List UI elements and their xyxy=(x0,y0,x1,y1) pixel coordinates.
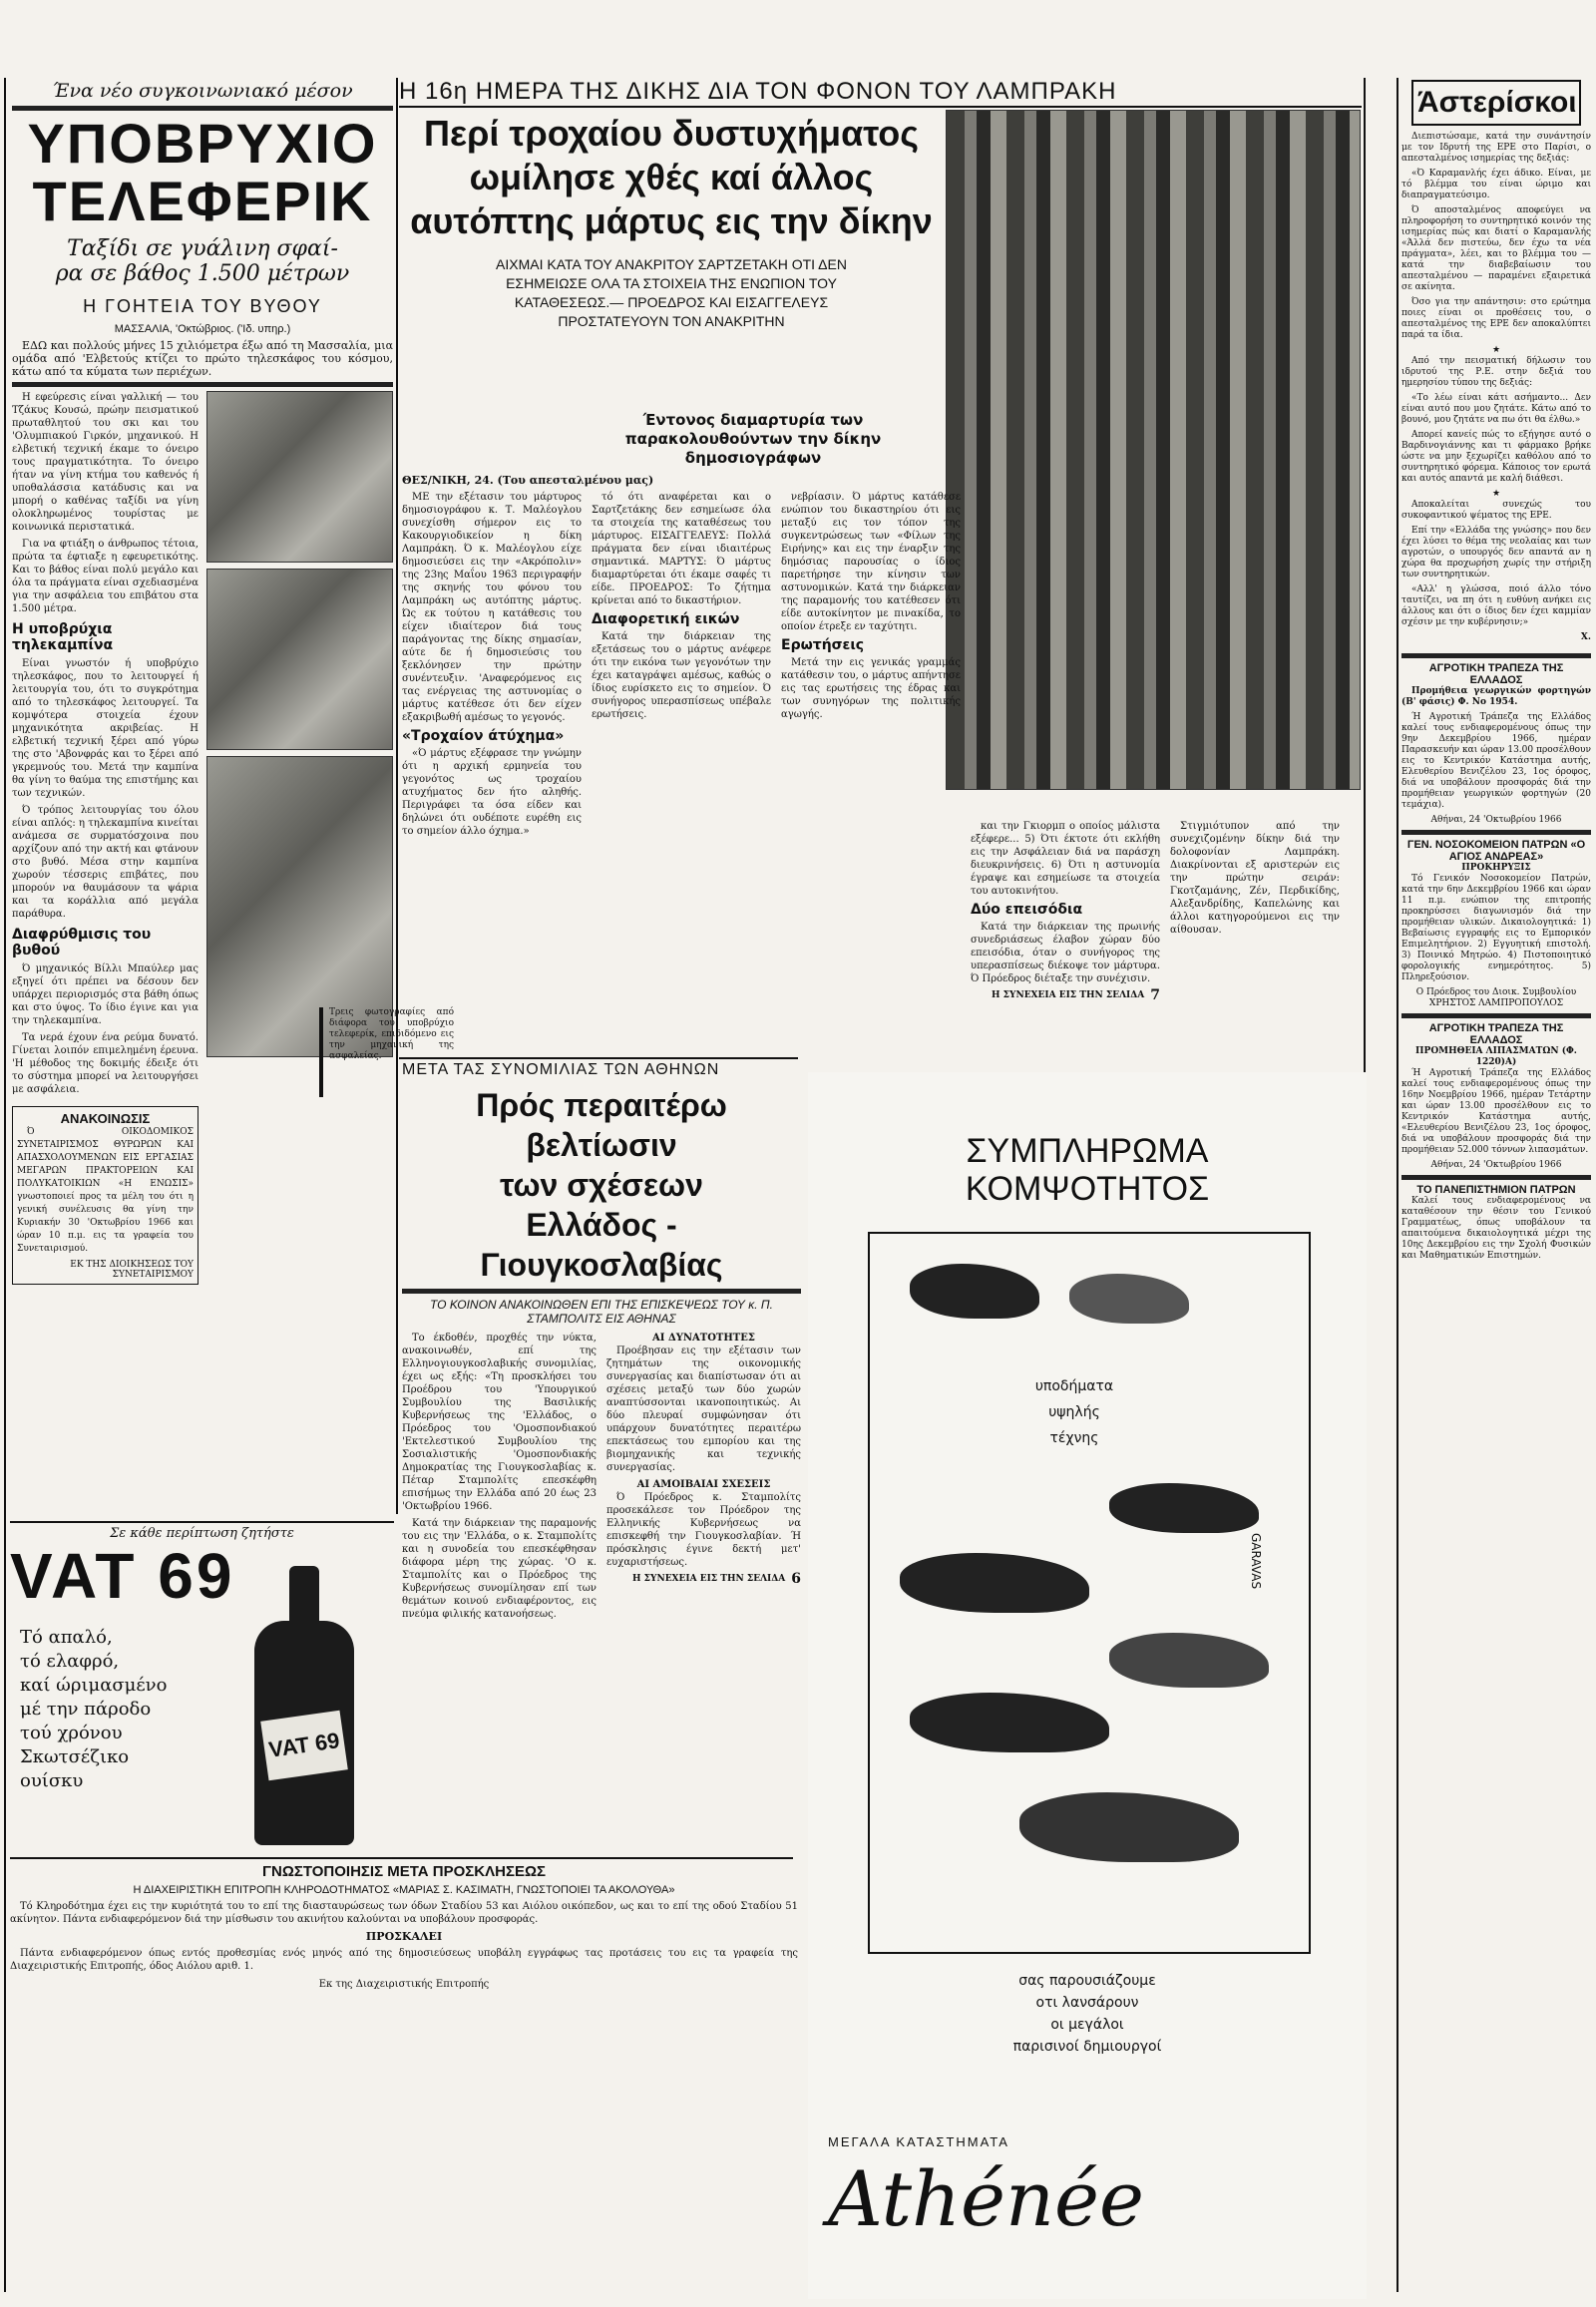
body-paragraph: Για να φτιάξη ο άνθρωπος τέτοια, πρώτα τα έφτιαξε η εφευρετικότης. Και το βάθος είναι πολύ μεγάλο και όλα τα πράγματα είναι σχεδιασμένα για την ασφάλεια του επιβάτου στα 1.500 μέτρα. xyxy=(12,539,199,614)
hospital-notice: ΠΡΟΚΗΡΥΞΙΣ Τό Γενικόν Νοσοκομείον Πατρών, κατά την 6ην Δεκεμβρίου 1966 και ώραν 11 π.μ. ενώπιον της επιτροπής προκηρύσσει διαγωνισμόν διά την προμήθειαν υλικών. Δικαιολογητικά: 1) Βεβαίωσις εγγραφής εις το Εμπορικόν Επιμελητήριον. 2) Εγγυητική επιστολή. 3) Ποινικό Μητρώο. 4) Πιστοποιητικό φορολογικής ενημερότητος. 5) Πληρεξούσιον. Ο Πρόεδρος του Διοικ. Συμβουλίου ΧΡΗΣΤΟΣ ΛΑΜΠΡΟΠΟΥΛΟΣ xyxy=(1401,863,1591,1008)
separator xyxy=(402,1289,801,1294)
subheading-accident: «Τροχαίον άτύχημα» xyxy=(402,728,565,744)
protest-heading: Έντονος διαμαρτυρία των παρακολουθούντων την δίκην δημοσιογράφων xyxy=(624,411,882,467)
separator xyxy=(1401,653,1591,658)
whisky-bottle xyxy=(249,1566,359,1845)
main-deck: ΑΙΧΜΑΙ ΚΑΤΑ ΤΟΥ ΑΝΑΚΡΙΤΟΥ ΣΑΡΤΖΕΤΑΚΗ ΟΤΙ ΔΕΝ ΕΣΗΜΕΙΩΣΕ ΟΛΑ ΤΑ ΣΤΟΙΧΕΙΑ ΤΗΣ ΕΝΩΠΙΟΝ ΤΟΥ ΚΑΤΑΘΕΣΕΩΣ.— ΠΡΟΕΔΡΟΣ ΚΑΙ ΕΙΣΑΓΓΕΛΕΥΣ ΠΡΟΣΤΑΤΕΥΟΥΝ ΤΟΝ ΑΝΑΚΡΙΤΗΝ xyxy=(496,256,847,329)
yugo-col-2: ΑΙ ΔΥΝΑΤΟΤΗΤΕΣ Προέβησαν εις την εξέτασιν των ζητημάτων της οικονομικής συνεργασίας και διαπίστωσαν ότι αι σχέσεις μεταξύ των δύο χωρών αναπτύσσονται ικανοποιητικώς. Αι δύο πλευραί συμφώνησαν ότι υπάρχουν δυνατότητες περαιτέρω επεκτάσεως του εμπορίου και της βιομηχανικής και τεχνικής συνεργασίας. ΑΙ ΑΜΟΙΒΑΙΑΙ ΣΧΕΣΕΙΣ Ό Πρόεδρος κ. Σταμπολίτς προσεκάλεσε τον Πρόεδρον της Ελληνικής Κυβερνήσεως να επισκεφθή την Γιουγκοσλαβίαν. Ή πρόσκλησις έγινε δεκτή μετ' ευχαριστήσεως. Η ΣΥΝΕΧΕΙΑ ΕΙΣ ΤΗΝ ΣΕΛΙΔΑ 6 xyxy=(606,1333,801,1587)
separator xyxy=(12,106,393,111)
shoe-illustration xyxy=(1109,1483,1259,1533)
telecabin-photo xyxy=(206,569,393,750)
submarine-cable-article xyxy=(12,80,393,1516)
body-paragraph: Κατά την διάρκειαν της πρωινής συνεδριάσεως έλαβον χώραν δύο επεισόδια, όταν ο συνήγορος της υπερασπίσεως διέκοψε τον μάρτυρα. Ό Πρόεδρος διέταξε την συνέχισιν. xyxy=(971,922,1160,984)
body-paragraph: ΜΕ την εξέτασιν του μάρτυρος δημοσιογράφου κ. Τ. Μαλέογλου συνεχίσθη σήμερον εις το Κακουργιοδικείον η δίκη Λαμπράκη. Ό κ. Μαλέογλου είχε δημοσιεύσει εις την «Ακρόπολιν» της 23ης Μαΐου 1963 περιγραφήν της σκηνής του φόνου του Λαμπράκη ως αυτόπτης μάρτυς. Ώς εκ τούτου η κατάθεσις του είχεν ιδιαίτερον διά τους παράγοντας της δίκης σημασίαν, αύτε δε ή δημοσιεύσις του ξεκλόνησεν την πρώτην συνέντευξιν. 'Αναφερόμενος εις τας ενέργειας της αστυνομίας ο μάρτυς κατέθεσε ότι δεν είχεν εξακριβωθή αμέσως το γεγονός. xyxy=(402,492,582,723)
body-paragraph: Μετά την εις γενικάς γραμμάς κατάθεσιν του, ο μάρτυς απήντησε εις τας ερωτήσεις της έδρας και των συνηγόρων της πολιτικής αγωγής. xyxy=(781,657,961,720)
section-rule xyxy=(10,1857,793,1859)
headline-line-1: ΥΠΟΒΡΥΧΙΟ xyxy=(27,112,378,175)
yugo-col-1: Το έκδοθέν, προχθές την νύκτα, ανακοινωθέν, επί της Ελληνογιουγκοσλαβικής συνομιλίας, έχει ως εξής: «Τη προσκλήσει του Προέδρου του 'Υπουργικού Συμβουλίου της Βασιλικής Κυβερνήσεως της 'Ελλάδος, ο Πρόεδρος του 'Ομοσπονδιακού 'Εκτελεστικού Συμβουλίου της Σοσιαλιστικής 'Ομοσπονδιακής Δημοκρατίας της Γιουγκοσλαβίας κ. Πέταρ Σταμπολίτς επεσκέφθη επισήμως την Ελλάδα από 20 έως 23 'Οκτωβρίου 1966. Κατά την διάρκειαν της παραμονής του εις την 'Ελλάδα, ο κ. Σταμπολίτς και η συνοδεία του επεσκέφθησαν διάφορα μέρη της χώρας. 'Ο κ. Σταμπολίτς και ο Πρόεδρος της Κυβερνήσεως συνομίλησαν επί των θεμάτων κοινού ενδιαφέροντος, εις πνεύμα φιλικής κατανοήσεως. xyxy=(402,1333,597,1620)
university-notice-title: ΤΟ ΠΑΝΕΠΙΣΤΗΜΙΟΝ ΠΑΤΡΩΝ xyxy=(1416,1184,1576,1196)
body-paragraph: και την Γκιορμπ ο οποίος μάλιστα εξέφερε... 5) Ότι έκτοτε ότι εκλήθη εις την Ασφάλειαν διά να παράσχη διευκρινήσεις. 6) Ότι η αστυνομία έγραψε και εσημείωσε τα στοιχεία του αυτοκινήτου. xyxy=(971,821,1160,897)
yugo-kicker: ΜΕΤΑ ΤΑΣ ΣΥΝΟΜΙΛΙΑΣ ΤΩΝ ΑΘΗΝΩΝ xyxy=(402,1061,720,1078)
continued-note: Η ΣΥΝΕΧΕΙΑ ΕΙΣ ΤΗΝ ΣΕΛΙΔΑ 7 xyxy=(992,987,1160,1003)
hospital-notice-title: ΓΕΝ. ΝΟΣΟΚΟΜΕΙΟΝ ΠΑΤΡΩΝ «Ο ΑΓΙΟΣ ΑΝΔΡΕΑΣ» xyxy=(1406,839,1586,863)
subheading-possibilities: ΑΙ ΔΥΝΑΤΟΤΗΤΕΣ xyxy=(652,1333,755,1344)
hearing-masthead: Η 16η ΗΜΕΡΑ ΤΗΣ ΔΙΚΗΣ ΔΙΑ ΤΟΝ ΦΟΝΟΝ ΤΟΥ ΛΑΜΠΡΑΚΗ xyxy=(399,78,1117,105)
shoe-illustration xyxy=(1019,1792,1239,1862)
continued-note: Η ΣΥΝΕΧΕΙΑ ΕΙΣ ΤΗΝ ΣΕΛΙΔΑ 6 xyxy=(632,1571,801,1587)
agrotiki-notice: Προμήθεια γεωργικών φορτηγών (Β' φάσις) Φ. No 1954. Ή Αγροτική Τράπεζα της Ελλάδος καλεί τους ενδιαφερομένους όπως την 9ην Δεκεμβρίου 1966, ημέραν Παρασκευήν και ώραν 13.00 προσέλθουν εις το Κεντρικόν Κατάστημα αυτής, Ελευθερίου Βενιζέλου 23, 1ος όροφος, διά να υποβάλουν προσφοράς διά την προμήθειαν γεωργικών φορτηγών (20 τεμάχια). Αθήναι, 24 'Οκτωβρίου 1966 xyxy=(1401,686,1591,825)
dateline: ΜΑΣΣΑΛΙΑ, 'Οκτώβριος. ('Ιδ. υπηρ.) xyxy=(114,323,291,335)
main-headline-1: Περί τροχαίου δυστυχήματος xyxy=(424,113,919,154)
notice-subtitle: Η ΔΙΑΧΕΙΡΙΣΤΙΚΗ ΕΠΙΤΡΟΠΗ ΚΛΗΡΟΔΟΤΗΜΑΤΟΣ «ΜΑΡΙΑΣ Σ. ΚΑΣΙΜΑΤΗ, ΓΝΩΣΤΟΠΟΙΕΙ ΤΑ ΑΚΟΛΟΥΘΑ» xyxy=(133,1884,675,1896)
agrotiki-notice-title: ΑΓΡΟΤΙΚΗ ΤΡΑΠΕΖΑ ΤΗΣ ΕΛΛΑΔΟΣ xyxy=(1428,662,1564,686)
notice-text: Πάντα ενδιαφερόμενον όπως εντός προθεσμίας ενός μηνός από της δημοσιεύσεως υποβάλη εγγράφως τας προτάσεις του εις τα γραφεία της Διαχειριστικής Επιτροπής, όδος Αιόλου αριθ. 1. xyxy=(10,1948,798,1972)
photo-caption-left: Τρεις φωτογραφίες από διάφορα του υποβρύχιο τελεφερίκ, επιδιδόμενο εις την μηχανική της ασφαλείας. xyxy=(319,1007,454,1097)
yugo-deck: ΤΟ ΚΟΙΝΟΝ ΑΝΑΚΟΙΝΩΘΕΝ ΕΠΙ ΤΗΣ ΕΠΙΣΚΕΨΕΩΣ ΤΟΥ κ. Π. ΣΤΑΜΠΟΛΙΤΣ ΕΙΣ ΑΘΗΝΑΣ xyxy=(430,1298,773,1326)
shoe-illustration xyxy=(910,1264,1039,1319)
shoe-illustration xyxy=(1109,1633,1269,1688)
main-headline-3: αυτόπτης μάρτυς εις την δίκην xyxy=(410,200,933,241)
separator xyxy=(1401,1013,1591,1018)
asterisks-text: Διεπιστώσαμε, κατά την συνάντησίν με τον Ιδρυτή της ΕΡΕ στο Παρίσι, ο απεσταλμένος ισημερίας της δεξιάς: «Ό Καραμανλής έχει άδικο. Είναι, με τό βλέμμα του είναι ώριμο και διαπραγματεύσιμο. Ό αποσταλμένος αποφεύγει να πληροφορήση το συντηρητικό κοινόν της ισημερίας πώς και διατί ο Καραμανλής «Άλλά δεν πιστεύω, δεν έχω τα νέα πράγματα», λέει, και το βλέμμα του — κατά την διαβεβαίωσιν του απεσταλμένου — παραμένει εξαιρετικά σε ακίνητα. Όσο για την απάντησιν: στο ερώτημα ποιες είναι οι προθέσεις του, ο απεσταλμένος της ΕΡΕ δεν αποκαλύπτει παρά τα ίδια. ★ Από την πεισματική δήλωσιν του ιδρυτού της Ρ.Ε. στην δεξιά του ημερησίου τύπου της δεξιάς: «Το λέω είναι κάτι ασήμαντο... Δεν είναι αυτό που μου ζητάτε. Κάτω από το βουνό, μου ζητάτε να πω ότι θα έλθω.» Απορεί κανείς πώς το εξήγησε αυτό ο Βαρδινογιάννης και τι φάρμακο βρήκε ώστε να μην ξεχωρίζει καθόλου από το συντηρητικό φόρεμα. Κάποιος τον ερωτά και αυτός απαντά με καλή διάθεσι. ★ Αποκαλείται συνεχώς του συκοφαντικού ψέματος της ΕΡΕ. Επί την «Ελλάδα της γνώσης» που δεν έχει λύσει το θέμα της νεολαίας και των αγροτών, ο υπουργός δεν απαντά αν η χώρα θα προχωρήση χωρίς την στήριξη των συντηρητικών. «Αλλ' η γλώσσα, ποιό άλλο τόνο ταυτίζει, να πη ότι η ευθύνη ανήκει εις άλλους και ότι ο ίδιος δεν έχει καμμίαν σχέσιν με την κυβέρνησιν;» X. xyxy=(1401,132,1591,642)
body-paragraph: νεβρίασιν. Ό μάρτυς κατάθεσε ενώπιον του δικαστηρίου ότι εις μεταξύ εις τον τόπον της συγκεντρώσεως των «Φίλων της Ειρήνης» και εις την έναρξιν της δημόσιας παρουσίας ο ίδιος παρετήρησε την κίνησιν των αστυνομικών. Κατά την διάρκειαν της παραμονής του κατέθεσεν ότι είδε αυτοκίνητον με πινακίδα, το οποίον έτρεξε εν ταχύτητι. xyxy=(781,492,961,632)
yugo-headline-1: Πρός περαιτέρω βελτίωσιν xyxy=(476,1087,727,1163)
yugo-headline-2: των σχέσεων xyxy=(500,1167,703,1203)
notice-with-invitation xyxy=(10,1863,798,2292)
body-paragraph: Ό τρόπος λειτουργίας του όλου είναι απλός: η τηλεκαμπίνα κινείται ανάμεσα σε συρματόσχοινα που αρχίζουν από την ακτή και φτάνουν στο βυθό. Μέσα στην καμπίνα χωρούν τέσσερις επιβάτες, που μπορούν να θαυμάσουν τα ψάρια και τα κοράλλια από μεγάλα παράθυρα. xyxy=(12,805,199,920)
ad-title-2: ΚΟΜΨΟΤΗΤΟΣ xyxy=(965,1170,1210,1208)
section-rule xyxy=(10,1521,394,1523)
separator xyxy=(1401,830,1591,835)
notice-signature: ΕΚ ΤΗΣ ΔΙΟΙΚΗΣΕΩΣ ΤΟΥ ΣΥΝΕΤΑΙΡΙΣΜΟΥ xyxy=(70,1260,194,1280)
column-rule xyxy=(396,78,398,1514)
shoe-illustration xyxy=(910,1693,1109,1752)
headline-line-2: ΤΕΛΕΦΕΡΙΚ xyxy=(32,170,373,232)
left-text-column xyxy=(12,391,199,1285)
body-paragraph: τό ότι αναφέρεται και ο Σαρτζετάκης δεν εσημείωσε όλα τα στοιχεία της καταθέσεως του μάρτυρος. ΕΙΣΑΓΓΕΛΕΥΣ: Πολλά πράγματα δεν είναι ιδιαιτέρως σημαντικά. ΜΑΡΤΥΣ: Ό μάρτυς διαμαρτύρεται ότι έκαμε σαφές τι είδε. ΠΡΟΕΔΡΟΣ: Το ζήτημα κρίνεται από το δικαστήριον. xyxy=(592,492,771,606)
showcase-text: υποδήματα υψηλής τέχνης xyxy=(1034,1378,1114,1446)
asterisk-divider: ★ xyxy=(1491,345,1501,355)
shoe-illustration xyxy=(1069,1274,1189,1324)
main-col-4 xyxy=(971,491,1160,1002)
store-name: ΜΕΓΑΛΑ ΚΑΤΑΣΤΗΜΑΤΑ xyxy=(828,2134,1009,2149)
main-story-header xyxy=(402,112,941,411)
column-title: Άστερίσκοι xyxy=(1417,86,1577,119)
separator xyxy=(12,382,393,387)
main-col-1 xyxy=(402,491,582,1002)
vat69-advertisement xyxy=(10,1526,394,1855)
notice-text: Ό ΟΙΚΟΔΟΜΙΚΟΣ ΣΥΝΕΤΑΙΡΙΣΜΟΣ ΘΥΡΩΡΩΝ ΚΑΙ ΑΠΑΣΧΟΛΟΥΜΕΝΩΝ ΕΙΣ ΕΡΓΑΣΙΑΣ ΜΕΓΑΡΩΝ ΠΡΑΚΤΟΡΕΙΩΝ ΚΑΙ ΠΟΛΥΚΑΤΟΙΚΙΩΝ «Η ΕΝΩΣΙΣ» γνωστοποιεί προς τα μέλη του ότι η γενική συνέλευσις θα γίνη την Κυριακήν 30 'Οκτωβρίου 1966 και ώραν 10 π.μ. εις τα γραφεία του Συνεταιρισμού. xyxy=(17,1127,194,1254)
body-paragraph: «Ό μάρτυς εξέφρασε την γνώμην ότι η αρχική ερμηνεία του γεγονότος ως τροχαίου ατυχήματος δεν ήτο αληθής. Περιγράφει τα όσα είδεν και δηλώνει ότι ουδέποτε ευρέθη εις το σημείον άλλο όχημα.» xyxy=(402,748,582,837)
column-rule xyxy=(1396,78,1398,2292)
lead-paragraph: ΕΔΩ και πολλούς μήνες 15 χιλιόμετρα έξω από τη Μασσαλία, μια ομάδα από 'Ελβετούς κτίζει το πρώτο τηλεσκάφος του κόσμου, κάτω από τα κύματα των περιέχων. xyxy=(12,339,393,378)
section-rule xyxy=(399,1057,798,1059)
subheading-questions: Ερωτήσεις xyxy=(781,637,865,653)
bottle-label: VAT 69 xyxy=(260,1711,348,1781)
subhead-line-1: Ταξίδι σε γυάλινη σφαί- xyxy=(67,236,338,261)
notice-box xyxy=(12,1106,199,1285)
agrotiki-fertilizer-notice: ΠΡΟΜΗΘΕΙΑ ΛΙΠΑΣΜΑΤΩΝ (Φ. 1220)Α) Ή Αγροτική Τράπεζα της Ελλάδος καλεί τους ενδιαφερομένους όπως την 16ην Νοεμβρίου 1966, ημέραν Τετάρτην και ώραν 13.00 προσέλθουν εις το Κεντρικόν Κατάστημα αυτής, «Ελευθερίου Βενιζέλου 23, 1ος όροφος, διά να υποβάλουν προσφοράς διά την προμήθειαν 52.000 τόννων λιπασμάτων. Αθήναι, 24 'Οκτωβρίου 1966 xyxy=(1401,1046,1591,1170)
masthead-rule xyxy=(399,106,1362,108)
body-paragraph: Η εφεύρεσις είναι γαλλική — του Τζάκυς Κουσώ, πρώην πεισματικού πρωταθλητού του σκι και του 'Ολυμπιακού Γιρκόν, μηχανικού. Η ελβετική τεχνική έκαμε το όνειρο τους πραγματικότητα. Το όνειρο ήταν να γίνη κτήμα του καθενός ή υποθαλάσσια κατάδυσις και να μπορή ο καθένας ταξίδι να γίνη ολοκληρωμένος τουρίστας με κοινωνικά περιστατικά. xyxy=(12,392,199,533)
shoe-illustration xyxy=(900,1553,1089,1613)
body-paragraph: Ό μηχανικός Βίλλι Μπαύλερ μας εξηγεί ότι πρέπει να δέσουν δεν υπάρχει περιορισμός στα βάθη όπως και στο ύψος. Το ίδιο έγινε και για την τηλεκαμπίνα. xyxy=(12,963,199,1026)
main-story-body xyxy=(402,474,1360,1003)
illustrator-signature: GARAVAS xyxy=(1249,1533,1263,1590)
ad-tagline: σας παρουσιάζουμε οτι λανσάρουν οι μεγάλοι παρισινοί δημιουργοί xyxy=(1012,1973,1162,2055)
notice-text: Τό Κληροδότημα έχει εις την κυριότητά του το επί της διασταυρώσεως των όδων Σταδίου 53 και Αιόλου οικόπεδον, ως και το επί της οδού Σταδίου 51 ακίνητον. Πάντα ενδιαφερόμενον διά την μίσθωσιν του ακινήτου καλούνται να υποβάλουν προσφοράς. xyxy=(10,1901,798,1925)
subheading-episodes: Δύο επεισόδια xyxy=(971,902,1083,918)
notice-signature: Εκ της Διαχειριστικής Επιτροπής xyxy=(318,1979,490,1990)
main-col-2 xyxy=(592,491,771,1002)
asterisk-divider: ★ xyxy=(1491,489,1501,499)
subhead-line-2: ρα σε βάθος 1.500 μέτρων xyxy=(55,261,350,286)
vat69-line: Σε κάθε περίπτωση ζητήστε xyxy=(110,1526,294,1541)
photo-column xyxy=(206,391,393,1285)
athenee-logo: Athénée xyxy=(828,2154,1144,2243)
main-dateline: ΘΕΣ/ΝΙΚΗ, 24. (Του απεσταλμένου μας) xyxy=(402,474,654,487)
athenee-advertisement xyxy=(808,1072,1367,2299)
university-notice: Καλεί τους ενδιαφερομένους να καταθέσουν την θέσιν του Γενικού Γραμματέως, όπως υποβάλουν τα απαιτούμενα δικαιολογητικά μέχρι της 10ης Δεκεμβρίου εις την Σχολή Φυσικών και Μαθηματικών Επιστημών. xyxy=(1401,1196,1591,1261)
asterisks-title-box xyxy=(1411,80,1581,126)
page-edge-rule xyxy=(4,78,6,2292)
photo-caption: Στιγμιότυπον από την συνεχιζομένην δίκην διά την δολοφονίαν Λαμπράκη. Διακρίνονται εξ αριστερών εις την πρώτην σειράν: Γκοτζαμάνης, Ζέν, Περδικίδης, Αλεξανδρίδης, Καπελώνης και άλλοι κατηγορούμενοι εις την αίθουσαν. xyxy=(1170,821,1340,936)
body-paragraph: Τα νερά έχουν ένα ρεύμα δυνατό. Γίνεται λοιπόν επιμελημένη έρευνα. 'Η μέθοδος της δοκιμής έδειξε ότι το σύστημα μπορεί να λειτουργήσει με ασφάλεια. xyxy=(12,1032,199,1095)
shoe-showcase xyxy=(868,1232,1311,1954)
notice-section: ΠΡΟΣΚΑΛΕΙ xyxy=(365,1930,443,1943)
vat69-brand: VAT 69 xyxy=(10,1540,235,1612)
agrotiki-fertilizer-title: ΑΓΡΟΤΙΚΗ ΤΡΑΠΕΖΑ ΤΗΣ ΕΛΛΑΔΟΣ xyxy=(1428,1022,1564,1046)
column-signature: X. xyxy=(1580,632,1591,642)
body-paragraph: Κατά την διάρκειαν της εξετάσεως του ο μάρτυς ανέφερε ότι την εικόνα των γεγονότων την έχει καταγράψει αμέσως, καθώς ο ίδιος ευρίσκετο εις το σημείον. Ό συνήγορος υπερασπίσεως υπέβαλε ερωτήσεις. xyxy=(592,631,771,720)
body-paragraph: Είναι γνωστόν ή υποβρύχιο τηλεσκάφος, που το λειτουργεί ή λειτουργία του, ότι το συγκρότημα από το τηλεσκάφος λειτουργεί. Τα κομψότερα στοιχεία έχουν μηχανικότητα ακριβείας. Η ελβετική τεχνική ξέρει από γύρω της στο 'Αβονφράς και το ξέρει από γκρεμνούς του. Μετά την καμπίνα θα γίνη το θαύμα της επιστήμης και των τεχνικών. xyxy=(12,658,199,799)
ad-title-1: ΣΥΜΠΛΗΡΩΜΑ xyxy=(966,1132,1209,1170)
notice-title: ΓΝΩΣΤΟΠΟΙΗΣΙΣ ΜΕΤΑ ΠΡΟΣΚΛΗΣΕΩΣ xyxy=(261,1863,547,1880)
separator xyxy=(1401,1175,1591,1180)
subheading-mutual-relations: ΑΙ ΑΜΟΙΒΑΙΑΙ ΣΧΕΣΕΙΣ xyxy=(636,1479,771,1490)
vat69-copy: Τό απαλό, τό ελαφρό, καί ώριμασμένο μέ την πάροδο τού χρόνου Σκωτσέζικο ουίσκυ xyxy=(20,1627,168,1791)
section-heading: Η ΓΟΗΤΕΙΑ ΤΟΥ ΒΥΘΟΥ xyxy=(83,296,322,316)
subheading-telecabin: Η υποβρύχια τηλεκαμπίνα xyxy=(12,621,114,653)
subheading-seabed: Διαφρύθμισις του βυθού xyxy=(12,927,152,959)
yugo-headline-3: Ελλάδος - Γιουγκοσλαβίας xyxy=(480,1207,723,1283)
telecabin-photo xyxy=(206,391,393,563)
main-headline-2: ωμίλησε χθές καί άλλος xyxy=(469,157,874,197)
main-col-3 xyxy=(781,491,961,1002)
right-column xyxy=(1401,80,1591,2299)
notice-title: ΑΝΑΚΟΙΝΩΣΙΣ xyxy=(60,1111,151,1126)
subheading-different-image: Διαφορετική εικών xyxy=(592,611,740,627)
article-kicker: Ένα νέο συγκοινωνιακό μέσον xyxy=(52,80,353,102)
